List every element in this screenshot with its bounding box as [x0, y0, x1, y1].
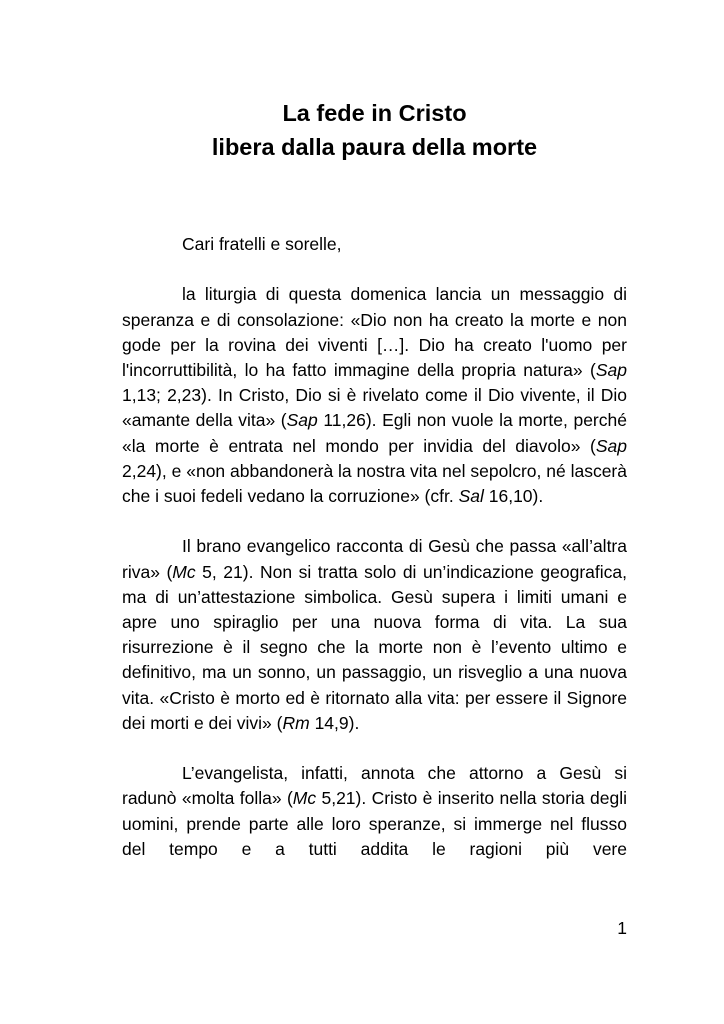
citation-abbreviation: Sal: [458, 486, 484, 507]
paragraph-text: 16,10).: [483, 486, 544, 507]
citation-abbreviation: Sap: [286, 410, 318, 431]
paragraph-text: 5, 21). Non si tratta solo di un’indicazione geografica, ma di un’attestazione simbolica. Gesù supera i limiti umani e apre uno spiraglio per una nuova forma di vita. La sua risurrezione è il segno che la morte non è l’evento ultimo e definitivo, ma un sonno, un passaggio, un risveglio a una nuova vita. «Cristo è morto ed è ritornato alla vita: per essere il Signore dei morti e dei vivi» (: [122, 561, 627, 733]
paragraph-1: [122, 282, 627, 509]
paragraph-text: 5,21). Cristo è inserito nella storia degli uomini, prende parte alle loro speranze, si immerge nel flusso del tempo e a tutti addita le ragioni più vere: [122, 788, 627, 859]
document-page: [122, 96, 627, 862]
title-line-2: libera dalla paura della morte: [211, 134, 538, 160]
citation-abbreviation: Sap: [595, 435, 627, 456]
paragraph-2: [122, 534, 627, 736]
title-line-1: La fede in Cristo: [282, 100, 467, 126]
document-title: [122, 96, 627, 164]
citation-abbreviation: Sap: [595, 360, 627, 380]
paragraph-text: L’evangelista, infatti, annota che attorno a Gesù si radunò «molta folla» (: [122, 763, 627, 809]
paragraph-text: 2,24), e «non abbandonerà la nostra vita nel sepolcro, né lascerà che i suoi fedeli vedano la corruzione» (cfr.: [122, 460, 627, 507]
paragraph-text: 11,26). Egli non vuole la morte, perché «la morte è entrata nel mondo per invidia del diavolo» (: [122, 410, 627, 456]
paragraph-text: 1,13; 2,23). In Cristo, Dio si è rivelato come il Dio vivente, il Dio «amante della vita» (: [122, 385, 627, 431]
citation-abbreviation: Rm: [282, 712, 310, 733]
citation-abbreviation: Mc: [172, 561, 196, 582]
paragraph-text: Il brano evangelico racconta di Gesù che passa «all’altra riva» (: [122, 536, 627, 582]
citation-abbreviation: Mc: [292, 788, 317, 809]
paragraph-3: [122, 761, 627, 862]
paragraph-text: la liturgia di questa domenica lancia un messaggio di speranza e di consolazione: «Dio non ha creato la morte e non gode per la rovina dei viventi […]. Dio ha creato l'uomo per l'incorruttibilità, lo ha fatto immagine della propria natura» (: [122, 284, 627, 380]
page-number: 1: [617, 918, 627, 938]
salutation: Cari fratelli e sorelle,: [182, 234, 342, 254]
paragraph-text: 14,9).: [309, 712, 360, 733]
